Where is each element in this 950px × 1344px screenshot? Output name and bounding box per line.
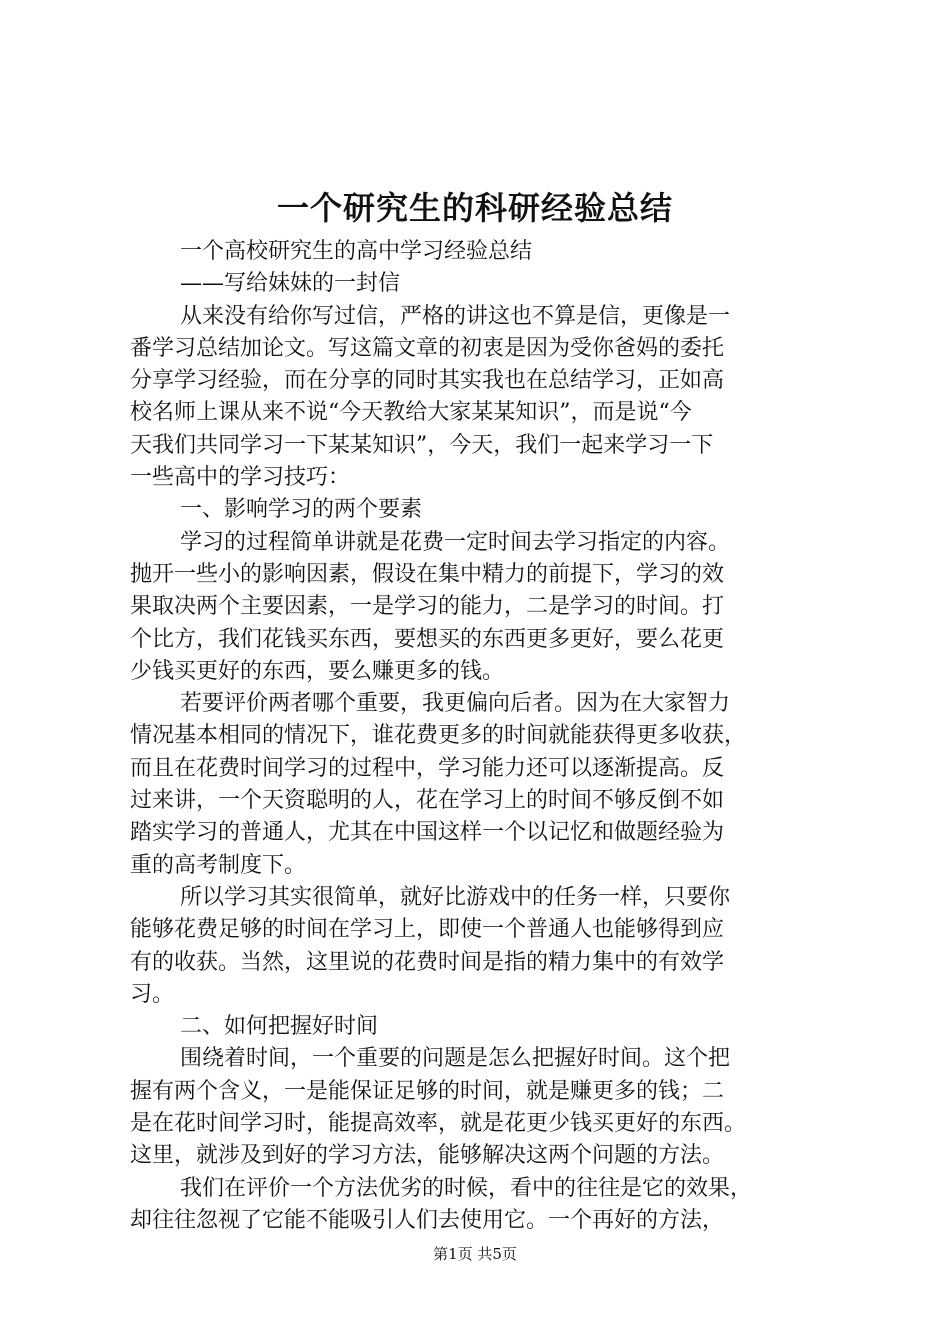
text-line: 一个高校研究生的高中学习经验总结: [180, 239, 533, 264]
text-line: 握有两个含义，一是能保证足够的时间，就是赚更多的钱；二: [130, 1078, 725, 1104]
text-line: 少钱买更好的东西，要么赚更多的钱。: [130, 658, 505, 684]
text-line: 个比方，我们花钱买东西，要想买的东西更多更好，要么花更: [130, 626, 725, 652]
text-line: 果取决两个主要因素，一是学习的能力，二是学习的时间。打: [130, 594, 725, 620]
text-line: 分享学习经验，而在分享的同时其实我也在总结学习，正如高: [130, 368, 725, 394]
text-line: 一些高中的学习技巧：: [130, 465, 351, 491]
text-line: 从来没有给你写过信，严格的讲这也不算是信，更像是一: [180, 303, 731, 329]
text-line: 有的收获。当然，这里说的花费时间是指的精力集中的有效学: [130, 949, 725, 975]
text-line: 我们在评价一个方法优劣的时候，看中的往往是它的效果，: [180, 1175, 753, 1201]
text-line: 学习的过程简单讲就是花费一定时间去学习指定的内容。: [180, 529, 731, 555]
text-line: 情况基本相同的情况下，谁花费更多的时间就能获得更多收获，: [130, 723, 747, 749]
document-title: 一个研究生的科研经验总结: [276, 189, 673, 227]
text-line: 是在花时间学习时，能提高效率，就是花更少钱买更好的东西。: [130, 1111, 747, 1137]
text-line: 重的高考制度下。: [130, 852, 307, 878]
text-line: 能够花费足够的时间在学习上，即使一个普通人也能够得到应: [130, 917, 725, 943]
text-line: 若要评价两者哪个重要，我更偏向后者。因为在大家智力: [180, 691, 731, 717]
text-line: ——写给妹妹的一封信: [180, 271, 401, 297]
text-line: 抛开一些小的影响因素，假设在集中精力的前提下，学习的效: [130, 561, 725, 587]
text-line: 所以学习其实很简单，就好比游戏中的任务一样，只要你: [180, 884, 731, 910]
text-line: 天我们共同学习一下某某知识”，今天，我们一起来学习一下: [130, 432, 714, 458]
text-line: 却往往忽视了它能不能吸引人们去使用它。一个再好的方法，: [130, 1207, 725, 1233]
text-line: 这里，就涉及到好的学习方法，能够解决这两个问题的方法。: [130, 1143, 725, 1169]
page-footer: 第1页 共5页: [433, 1245, 517, 1263]
text-line: 过来讲，一个天资聪明的人，花在学习上的时间不够反倒不如: [130, 788, 725, 814]
text-line: 习。: [130, 981, 175, 1007]
document-body: [130, 236, 830, 1237]
text-line: 围绕着时间，一个重要的问题是怎么把握好时间。这个把: [180, 1046, 731, 1072]
text-line: 而且在花费时间学习的过程中，学习能力还可以逐渐提高。反: [130, 755, 725, 781]
text-line: 校名师上课从来不说“今天教给大家某某知识”，而是说“今: [130, 400, 692, 426]
text-line: 二、如何把握好时间: [180, 1014, 379, 1040]
text-line: 番学习总结加论文。写这篇文章的初衷是因为受你爸妈的委托: [130, 335, 725, 361]
text-line: 踏实学习的普通人，尤其在中国这样一个以记忆和做题经验为: [130, 820, 725, 846]
text-line: 一、影响学习的两个要素: [180, 497, 423, 523]
